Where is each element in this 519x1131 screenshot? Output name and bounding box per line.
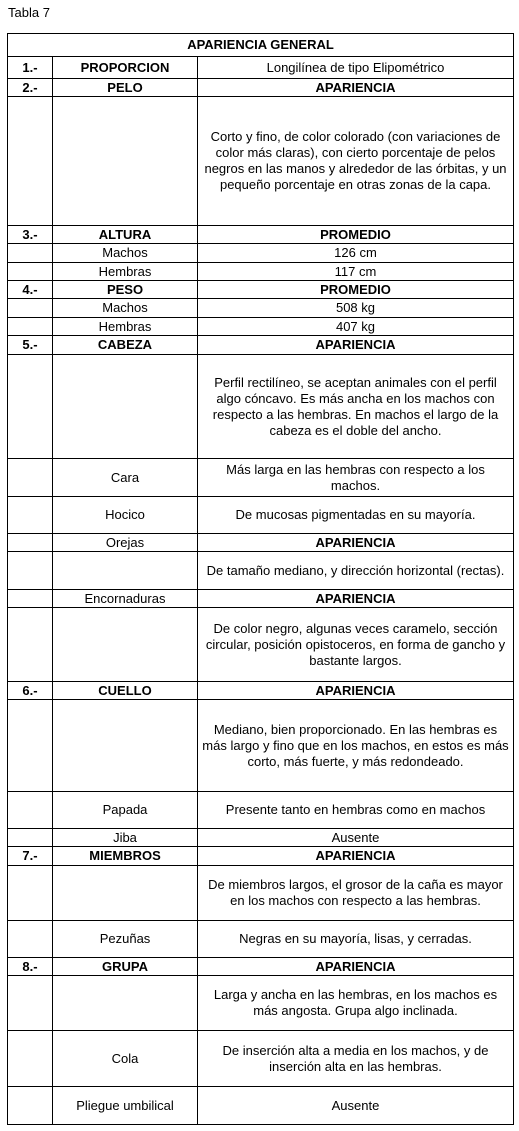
row-number: 6.- [8, 682, 53, 700]
table-row [8, 318, 514, 336]
row-number [8, 355, 53, 459]
table-row [8, 608, 514, 682]
row-attribute: CABEZA [53, 336, 198, 355]
table-row [8, 244, 514, 263]
row-value: 407 kg [198, 318, 514, 336]
table-row [8, 976, 514, 1031]
table-row [8, 355, 514, 459]
table-row [8, 1031, 514, 1087]
row-number [8, 792, 53, 829]
row-value: Corto y fino, de color colorado (con variaciones de color más claras), con cierto porcentaje de pelos negros en las manos y alrededor de las órbitas, y un pequeño porcentaje en otras zonas de la capa. [198, 97, 514, 226]
row-attribute: Cola [53, 1031, 198, 1087]
table-row [8, 281, 514, 299]
table-row [8, 336, 514, 355]
row-value: APARIENCIA [198, 336, 514, 355]
row-number: 4.- [8, 281, 53, 299]
row-number [8, 552, 53, 590]
table-row [8, 57, 514, 79]
table-row [8, 866, 514, 921]
row-attribute [53, 608, 198, 682]
row-attribute: Encornaduras [53, 590, 198, 608]
row-attribute: CUELLO [53, 682, 198, 700]
table-row [8, 921, 514, 958]
row-value: APARIENCIA [198, 682, 514, 700]
table-row [8, 299, 514, 318]
row-attribute: PELO [53, 79, 198, 97]
table-row [8, 1087, 514, 1125]
row-value: Larga y ancha en las hembras, en los machos es más angosta. Grupa algo inclinada. [198, 976, 514, 1031]
row-attribute: Machos [53, 299, 198, 318]
row-number: 1.- [8, 57, 53, 79]
row-value: De color negro, algunas veces caramelo, sección circular, posición opistoceros, en forma de gancho y bastante largos. [198, 608, 514, 682]
table-row [8, 534, 514, 552]
table-row [8, 792, 514, 829]
row-value: 508 kg [198, 299, 514, 318]
table-row [8, 459, 514, 497]
row-number: 7.- [8, 847, 53, 866]
row-attribute: Pliegue umbilical [53, 1087, 198, 1125]
table-title: APARIENCIA GENERAL [8, 34, 514, 57]
row-number [8, 1087, 53, 1125]
row-number: 8.- [8, 958, 53, 976]
row-number [8, 829, 53, 847]
row-number [8, 976, 53, 1031]
row-attribute [53, 976, 198, 1031]
row-number [8, 459, 53, 497]
row-attribute: MIEMBROS [53, 847, 198, 866]
row-value: Longilínea de tipo Elipométrico [198, 57, 514, 79]
row-attribute: Hembras [53, 263, 198, 281]
row-attribute: PROPORCION [53, 57, 198, 79]
table-row [8, 829, 514, 847]
row-number [8, 497, 53, 534]
row-attribute [53, 97, 198, 226]
row-value: Ausente [198, 829, 514, 847]
row-number [8, 263, 53, 281]
row-number [8, 318, 53, 336]
table-row [8, 700, 514, 792]
row-value: PROMEDIO [198, 281, 514, 299]
row-number: 2.- [8, 79, 53, 97]
row-value: APARIENCIA [198, 958, 514, 976]
row-value: PROMEDIO [198, 226, 514, 244]
row-attribute: Pezuñas [53, 921, 198, 958]
row-number [8, 97, 53, 226]
row-number [8, 608, 53, 682]
row-number [8, 299, 53, 318]
row-attribute: GRUPA [53, 958, 198, 976]
row-attribute: ALTURA [53, 226, 198, 244]
row-value: Ausente [198, 1087, 514, 1125]
row-value: Negras en su mayoría, lisas, y cerradas. [198, 921, 514, 958]
row-number: 5.- [8, 336, 53, 355]
table-row [8, 497, 514, 534]
row-number [8, 244, 53, 263]
row-number [8, 590, 53, 608]
row-attribute [53, 355, 198, 459]
row-value: De mucosas pigmentadas en su mayoría. [198, 497, 514, 534]
row-attribute [53, 866, 198, 921]
table-row [8, 958, 514, 976]
row-attribute [53, 552, 198, 590]
row-attribute: Jiba [53, 829, 198, 847]
row-value: APARIENCIA [198, 847, 514, 866]
row-attribute [53, 700, 198, 792]
apariencia-general-table [7, 33, 514, 1125]
row-value: APARIENCIA [198, 79, 514, 97]
row-number [8, 921, 53, 958]
row-number [8, 700, 53, 792]
row-value: Más larga en las hembras con respecto a los machos. [198, 459, 514, 497]
table-caption: Tabla 7 [8, 5, 50, 20]
table-row [8, 552, 514, 590]
row-attribute: Hocico [53, 497, 198, 534]
table-row [8, 590, 514, 608]
row-number [8, 1031, 53, 1087]
row-attribute: PESO [53, 281, 198, 299]
row-attribute: Hembras [53, 318, 198, 336]
row-attribute: Cara [53, 459, 198, 497]
table-row [8, 847, 514, 866]
row-number: 3.- [8, 226, 53, 244]
row-value: Perfil rectilíneo, se aceptan animales con el perfil algo cóncavo. Es más ancha en los machos con respecto a las hembras. En machos el largo de la cabeza es el doble del ancho. [198, 355, 514, 459]
row-value: De inserción alta a media en los machos, y de inserción alta en las hembras. [198, 1031, 514, 1087]
table-row [8, 682, 514, 700]
row-value: APARIENCIA [198, 534, 514, 552]
table-row [8, 97, 514, 226]
row-attribute: Papada [53, 792, 198, 829]
row-number [8, 534, 53, 552]
row-value: De miembros largos, el grosor de la caña es mayor en los machos con respecto a las hembras. [198, 866, 514, 921]
table-row [8, 263, 514, 281]
row-value: 117 cm [198, 263, 514, 281]
row-value: 126 cm [198, 244, 514, 263]
table-row [8, 226, 514, 244]
table-title-row [8, 34, 514, 57]
row-attribute: Machos [53, 244, 198, 263]
row-value: APARIENCIA [198, 590, 514, 608]
row-number [8, 866, 53, 921]
table-row [8, 79, 514, 97]
row-value: Mediano, bien proporcionado. En las hembras es más largo y fino que en los machos, en estos es más corto, más fuerte, y más redondeado. [198, 700, 514, 792]
row-attribute: Orejas [53, 534, 198, 552]
row-value: Presente tanto en hembras como en machos [198, 792, 514, 829]
row-value: De tamaño mediano, y dirección horizontal (rectas). [198, 552, 514, 590]
